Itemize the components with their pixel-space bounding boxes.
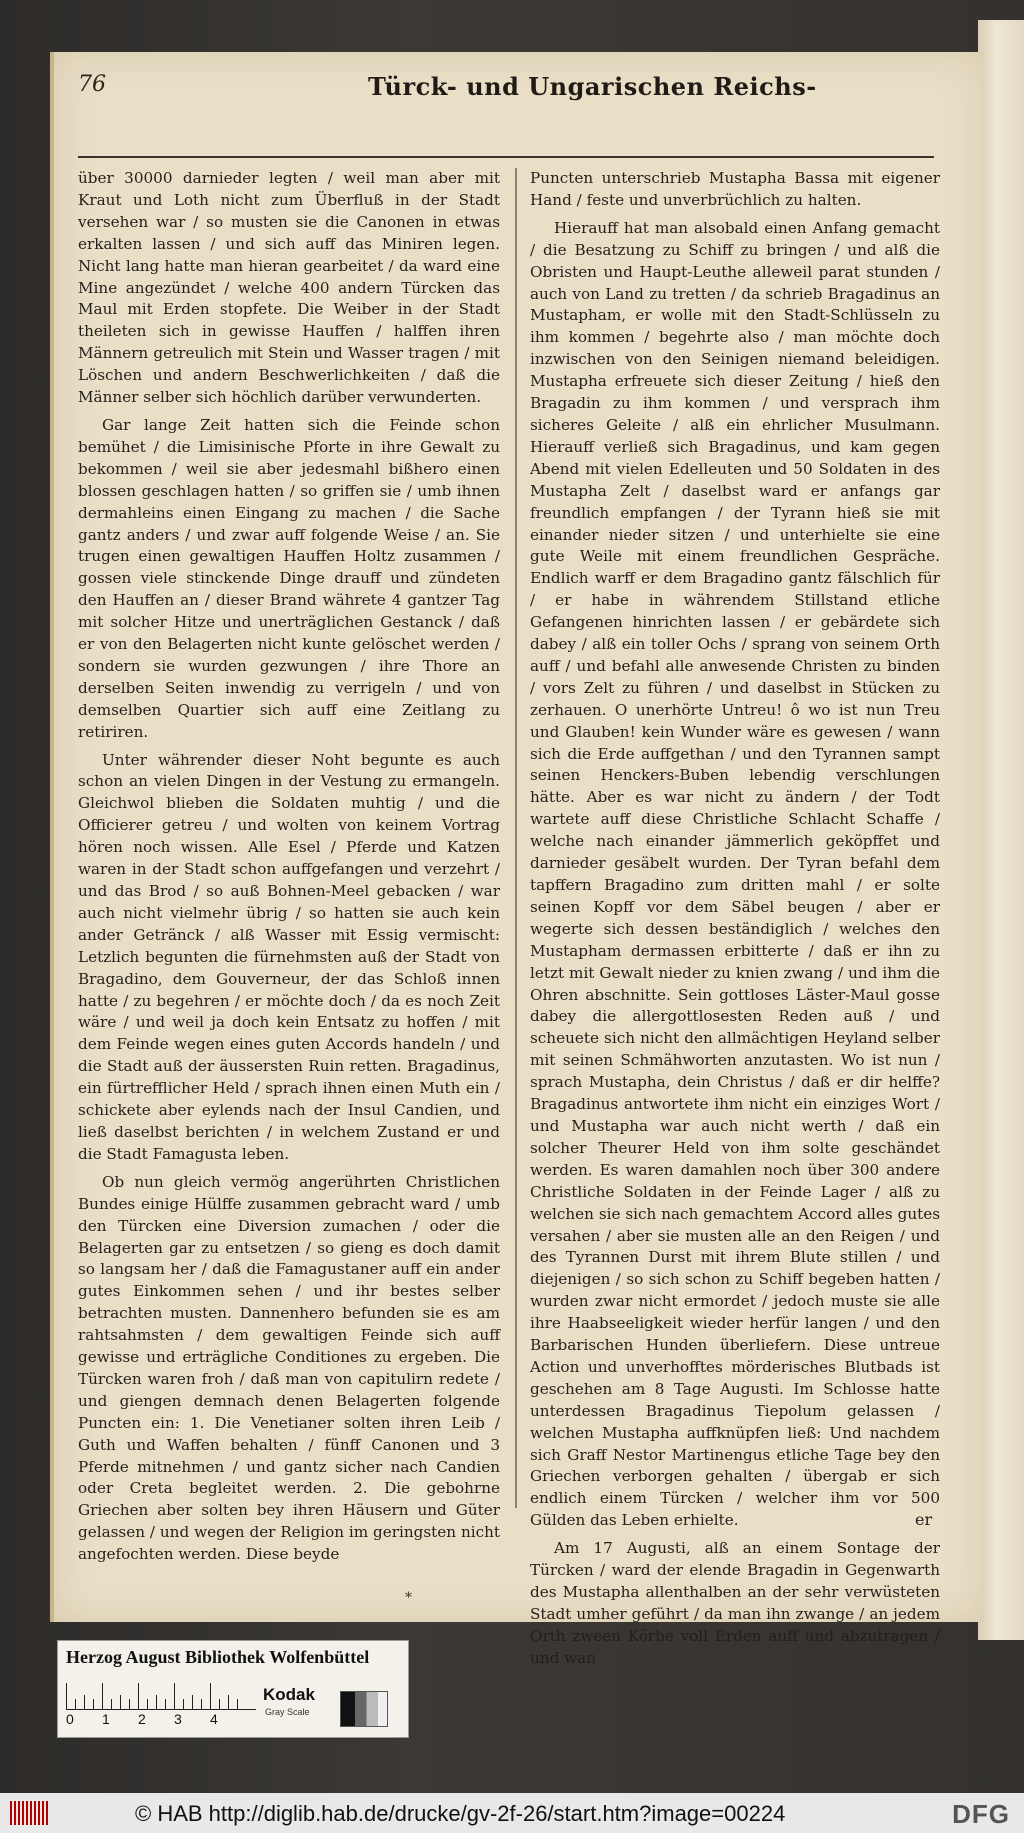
ruler-tick <box>75 1699 76 1709</box>
paragraph: Unter währender dieser Noht begunte es auch schon an vielen Dingen in der Vestung zu ermangeln. Gleichwol blieben die Soldaten muhtig / und die Officierer getreu / und wolten von keinem Vortrag hören noch wissen. Alle Esel / Pferde und Katzen waren in der Stadt schon auffgefangen und verzehrt / und das Brod / so auß Bohnen-Meel gebacken / war auch nicht vielmehr übrig / so hatten sie auch kein ander Getränck / alß Wasser mit Essig vermischt: Letzlich begunten die fürnehmsten auß der Stadt von Bragadino, dem Gouverneur, der das Schloß innen hatte / zu begehren / er möchte doch / da es noch Zeit wäre / und weil ja doch kein Entsatz zu hoffen / mit dem Feinde wegen eines guten Accords handeln / und die Stadt auß der äussersten Ruin retten. Bragadinus, ein fürtrefflicher Held / sprach ihnen einen Muth ein / schickete aber eylends nach der Insul Candien, und ließ daselbst berichten / in welchem Zustand er und die Stadt Famagusta leben. <box>78 750 500 1163</box>
ruler-scale <box>66 1683 256 1710</box>
ruler-tick <box>147 1699 148 1709</box>
ruler-tick <box>84 1695 85 1709</box>
header-rule <box>78 156 934 158</box>
right-column <box>530 168 940 1676</box>
ruler-tick <box>237 1699 238 1709</box>
paragraph: über 30000 darnieder legten / weil man aber mit Kraut und Loth nicht zum Überfluß in der Stadt versehen war / so musten sie die Canonen in etwas erkalten lassen / und sich auff das Miniren legen. Nicht lang hatte man hieran gearbeitet / da ward eine Mine angezündet / welche 400 andern Türcken das Maul mit Erden stopfete. Die Weiber in der Stadt theileten sich in gewisse Hauffen / halffen ihren Männern getreulich mit Stein und Wasser tragen / mit Löschen und andern Beschwerlichkeiten / daß die Männer selber sich höchlich darüber verwunderten. <box>78 169 500 407</box>
hab-barcode-icon <box>10 1801 50 1825</box>
ornament-mark: * <box>405 1590 412 1606</box>
paragraph: Gar lange Zeit hatten sich die Feinde schon bemühet / die Limisinische Pforte in ihre Gewalt zu bekommen / weil sie aber jedesmahl bißhero einen blossen geschlagen hatten / so griffen sie / umb ihnen dermahleins einen Eingang zu machen / die Sache gantz anders / und zwar auff folgende Weise / an. Sie trugen einen gewaltigen Hauffen Holtz zusammen / gossen viele stinckende Dinge drauff und zündeten den Hauffen an / dieser Brand währete 4 gantzer Tag mit solcher Hitze und unerträglichen Gestanck / daß er von den Belagerten nicht kunte gelöschet werden / sondern sie wurden gezwungen / ihre Thore an derselben Seiten inwendig zu verrigeln / und von demselben Quartier sich auff eine Zeitlang zu retiriren. <box>78 415 500 741</box>
ruler-tick <box>66 1683 67 1709</box>
ruler-tick <box>93 1699 94 1709</box>
paragraph: Ob nun gleich vermög angerührten Christlichen Bundes einige Hülffe zusammen gebracht ward / umb den Türcken eine Diversion zumachen / oder die Belagerten gar zu entsetzen / so gieng es doch damit so langsam her / daß die Famagustaner auff ein ander gutes Einkommen sehen / und ihr bestes selber betrachten musten. Dannenhero befunden sie es am rahtsahmsten / dem gewaltigen Feinde sich auff gewisse und erträgliche Conditiones zu ergeben. Die Türcken waren froh / daß man von capitulirn redete / und giengen demnach denen Belagerten folgende Puncten ein: 1. Die Venetianer solten ihren Leib / Guth und Waffen behalten / fünff Canonen und 3 Pferde mitnehmen / und gantz sicher nach Candien oder Creta begleitet werden. 2. Die gebohrne Griechen aber solten bey ihren Häusern und Güter gelassen / und wegen der Religion im geringsten nicht angefochten werden. Diese beyde <box>78 1172 500 1564</box>
next-page-edge <box>978 20 1024 1640</box>
dfg-logo: DFG <box>952 1799 1010 1829</box>
ruler-tick <box>129 1699 130 1709</box>
footer-copyright-link[interactable]: © HAB http://diglib.hab.de/drucke/gv-2f-26/start.htm?image=00224 <box>135 1801 786 1826</box>
ruler-number: 1 <box>102 1711 110 1727</box>
ruler-tick <box>201 1699 202 1709</box>
left-column <box>78 168 500 1572</box>
gray-scale-label: Gray Scale <box>265 1707 310 1717</box>
ruler-number: 2 <box>138 1711 146 1727</box>
ruler-tick <box>183 1699 184 1709</box>
ruler-tick <box>156 1695 157 1709</box>
paragraph: Am 17 Augusti, alß an einem Sontage der Türcken / ward der elende Bragadin in Gegenwarth des Mustapha allenthalben an der sehr verwüsteten Stadt umher geführt / da man ihn zwange / an jedem Orth zween Körbe voll Erden auff und abzutragen / und wan <box>530 1539 940 1667</box>
ruler-number: 0 <box>66 1711 74 1727</box>
ruler-number: 3 <box>174 1711 182 1727</box>
page-header <box>78 72 938 112</box>
running-title: Türck- und Ungarischen Reichs- <box>368 72 817 101</box>
ruler-tick <box>228 1695 229 1709</box>
ruler-tick <box>120 1695 121 1709</box>
ruler-tick <box>174 1683 175 1709</box>
library-name: Herzog August Bibliothek Wolfenbüttel <box>66 1647 370 1667</box>
ruler-tick <box>102 1683 103 1709</box>
ruler-tick <box>210 1683 211 1709</box>
paragraph: Puncten unterschrieb Mustapha Bassa mit eigener Hand / feste und unverbrüchlich zu halten. <box>530 169 940 209</box>
paragraph: Hierauff hat man alsobald einen Anfang gemacht / die Besatzung zu Schiff zu bringen / und alß die Obristen und Haupt-Leuthe alleweil parat stunden / auch von Land zu tretten / da schrieb Bragadinus an Mustapham, er wolle mit den Stadt-Schlüsseln zu ihm kommen / begehrte also / man möchte doch inzwischen von den Seinigen niemand beleidigen. Mustapha erfreuete sich dieser Zeitung / hieß den Bragadin zu ihm kommen / und versprach ihm sicheres Geleite / alß ein ehrlicher Musulmann. Hierauff verließ sich Bragadinus, und kam gegen Abend mit vielen Edelleuten und 50 Soldaten in des Mustapha Zelt / daselbst ward er anfangs gar freundlich empfangen / der Tyrann hieß sie mit einander nieder sitzen / und unterhielte sie eine gute Weile mit einem freundlichen Gespräche. Endlich warff er dem Bragadino gantz fälschlich für / er habe in währendem Stillstand etliche Gefangenen hinrichten lassen / er gebärdete sich dabey / alß ein toller Ochs / sprang von seinem Orth auff / und befahl alle anwesende Christen zu binden / vors Zelt zu führen / und daselbst in Stücken zu zerhauen. O unerhörte Untreu! ô wo ist nun Treu und Glauben! kein Wunder wäre es gewesen / wann sich die Erde auffgethan / und den Tyrannen sampt seinen Henckers-Buben lebendig verschlungen hätte. Aber es war nicht zu ändern / der Todt wartete auff diese Christliche Schlacht Schaffe / welche nach einander jämmerlich geköpffet und darnieder gesäbelt wurden. Der Tyran befahl dem tapffern Bragadino zum dritten mahl / er solte seinen Kopff vor dem Säbel beugen / aber er wegerte sich dessen beständiglich / welches den Mustapham dermassen erbitterte / daß er ihn zu letzt mit Gewalt nieder zu knien zwang / und ihm die Ohren abschnitte. Sein gottloses Läster-Maul gosse dabey die allergottlosesten Reden auß / und scheuete sich nicht den allmächtigen Heyland selber mit seinen Schmähworten anzutasten. Wo ist nun / sprach Mustapha, dein Christus / daß er dir helffe? Bragadinus antwortete ihm nicht ein einziges Wort / und Mustapha war auch nicht werth / daß ein solcher Theurer Held von ihm solte geschändet werden. Es waren damahlen noch über 300 andere Christliche Soldaten in der Feinde Lager / alß zu welchen sie sich nach gemachtem Accord alles gutes versahen / aber sie musten alle an den Reigen / und des Tyrannen Durst mit ihrem Blute stillen / und diejenigen / so sich schon zu Schiff begeben hatten / wurden zwar nicht ermordet / jedoch muste sie alle ihre Haabseeligkeit wieder herfür langen / und den Barbarischen Hunden überliefern. Diese untreue Action und unverhofftes mörderisches Blutbads ist geschehen am 8 Tage Augusti. Im Schlosse hatte unterdessen Bragadinus Tiepolum gelassen / welchen Mustapha auffknüpfen ließ: Und nachdem sich Graff Nestor Martinengus etliche Tage bey den Griechen verborgen gehalten / übergab er sich endlich einem Türcken / welcher ihm vor 500 Gülden das Leben erhielte. <box>530 218 940 1530</box>
page-number: 76 <box>78 72 106 97</box>
ruler-number: 4 <box>210 1711 218 1727</box>
library-color-card <box>57 1640 409 1738</box>
column-divider <box>515 168 517 1508</box>
ruler-tick <box>138 1683 139 1709</box>
gray-scale-swatch <box>340 1691 388 1727</box>
ruler-tick <box>192 1695 193 1709</box>
catchword: er <box>915 1510 933 1529</box>
ruler-tick <box>111 1699 112 1709</box>
kodak-logo: Kodak <box>263 1685 315 1704</box>
ruler-tick <box>219 1699 220 1709</box>
ruler-tick <box>165 1699 166 1709</box>
footer-bar <box>0 1793 1024 1833</box>
